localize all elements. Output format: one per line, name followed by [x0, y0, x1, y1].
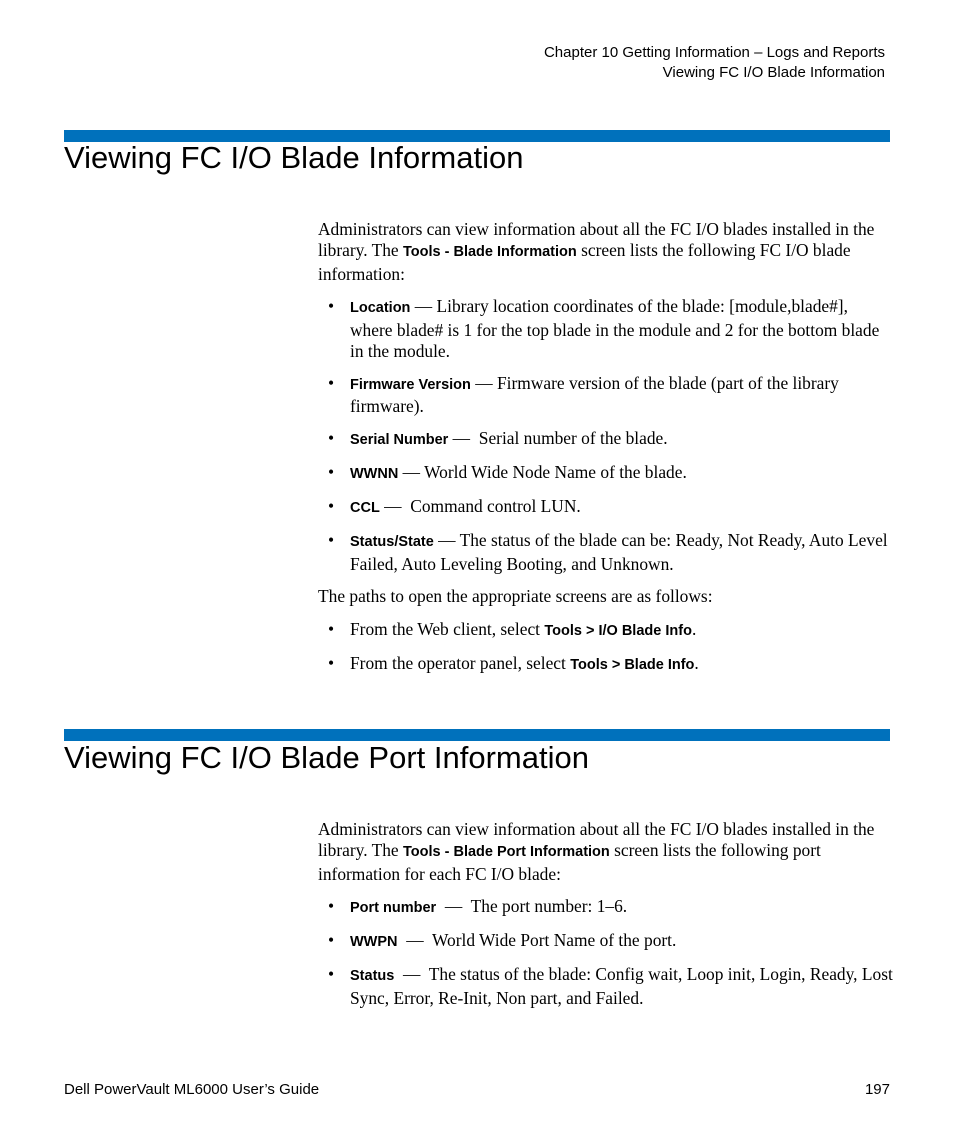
list-item: [318, 653, 893, 676]
ui-reference: Tools > I/O Blade Info: [544, 622, 692, 639]
dash: —: [397, 930, 432, 951]
list-item: [318, 619, 893, 642]
section-body: [318, 819, 893, 1020]
description: The port number: 1–6.: [470, 896, 628, 917]
list-item: [318, 530, 893, 575]
term: WWPN: [350, 934, 398, 951]
paths-intro: The paths to open the appropriate screens are as follows:: [318, 586, 713, 607]
bullet-icon: •: [328, 964, 335, 985]
path-end: .: [694, 652, 699, 673]
running-header: [544, 43, 885, 83]
section-title: Viewing FC I/O Blade Information: [64, 140, 524, 175]
list-item: [318, 496, 893, 519]
term: Location: [350, 300, 411, 317]
bullet-icon: •: [328, 530, 335, 551]
description: Firmware version of the blade (part of the library firmware).: [350, 373, 839, 417]
description: Library location coordinates of the blade: [module,blade#], where blade# is 1 for the top blade in the module and 2 for the bottom blade in the module.: [350, 296, 880, 362]
list-item: [318, 462, 893, 485]
page-number: 197: [864, 1081, 890, 1098]
description: The status of the blade can be: Ready, Not Ready, Auto Level Failed, Auto Leveling Booting, and Unknown.: [350, 530, 888, 574]
section-body: [318, 219, 893, 687]
list-item: [318, 296, 893, 362]
section-title: Viewing FC I/O Blade Port Information: [64, 740, 589, 775]
bullet-icon: •: [328, 618, 335, 639]
bullet-icon: •: [328, 652, 335, 673]
list-item: [318, 428, 893, 451]
bullet-icon: •: [328, 896, 335, 917]
dash: —: [470, 373, 497, 394]
bullet-icon: •: [328, 296, 335, 317]
ui-reference: Tools - Blade Port Information: [403, 844, 610, 861]
description: Command control LUN.: [405, 496, 581, 517]
dash: —: [379, 496, 406, 517]
term: WWNN: [350, 466, 399, 483]
dash: —: [436, 896, 471, 917]
bullet-icon: •: [328, 373, 335, 394]
port-info-list: [318, 896, 893, 1009]
dash: —: [410, 296, 437, 317]
bullet-icon: •: [328, 930, 335, 951]
footer-guide-title: Dell PowerVault ML6000 User’s Guide: [64, 1081, 320, 1098]
ui-reference: Tools - Blade Information: [403, 244, 577, 261]
dash: —: [448, 428, 475, 449]
page-footer: [64, 1080, 890, 1100]
list-item: [318, 930, 893, 953]
bullet-icon: •: [328, 496, 335, 517]
ui-reference: Tools > Blade Info: [570, 656, 695, 673]
intro-paragraph: Administrators can view information about all the FC I/O blades installed in the library. The Tools - Blade Port Information screen lists the following port information for each FC I/O blade:: [318, 819, 875, 884]
term: Serial Number: [350, 432, 449, 449]
description: Serial number of the blade.: [474, 428, 668, 449]
description: World Wide Node Name of the blade.: [424, 462, 687, 483]
term: Firmware Version: [350, 377, 471, 394]
paths-list: [318, 619, 893, 676]
intro-paragraph: Administrators can view information about all the FC I/O blades installed in the library. The Tools - Blade Information screen lists the following FC I/O blade information:: [318, 219, 875, 284]
path-end: .: [691, 618, 697, 639]
list-item: [318, 896, 893, 919]
header-section: Viewing FC I/O Blade Information: [662, 64, 885, 81]
term: Status: [350, 968, 395, 985]
path-text: From the operator panel, select: [350, 652, 571, 673]
term: Status/State: [350, 534, 434, 551]
term: Port number: [350, 900, 437, 917]
bullet-icon: •: [328, 428, 335, 449]
dash: —: [398, 462, 425, 483]
dash: —: [433, 530, 460, 551]
list-item: [318, 373, 893, 418]
description: World Wide Port Name of the port.: [431, 930, 677, 951]
bullet-icon: •: [328, 462, 335, 483]
description: The status of the blade: Config wait, Loop init, Login, Ready, Lost Sync, Error, Re-Init, Non part, and Failed.: [350, 964, 893, 1008]
list-item: [318, 964, 893, 1009]
term: CCL: [350, 500, 380, 517]
blade-info-list: [318, 296, 893, 575]
header-chapter: Chapter 10 Getting Information – Logs and Reports: [543, 44, 885, 61]
path-text: From the Web client, select: [350, 618, 545, 639]
dash: —: [394, 964, 429, 985]
